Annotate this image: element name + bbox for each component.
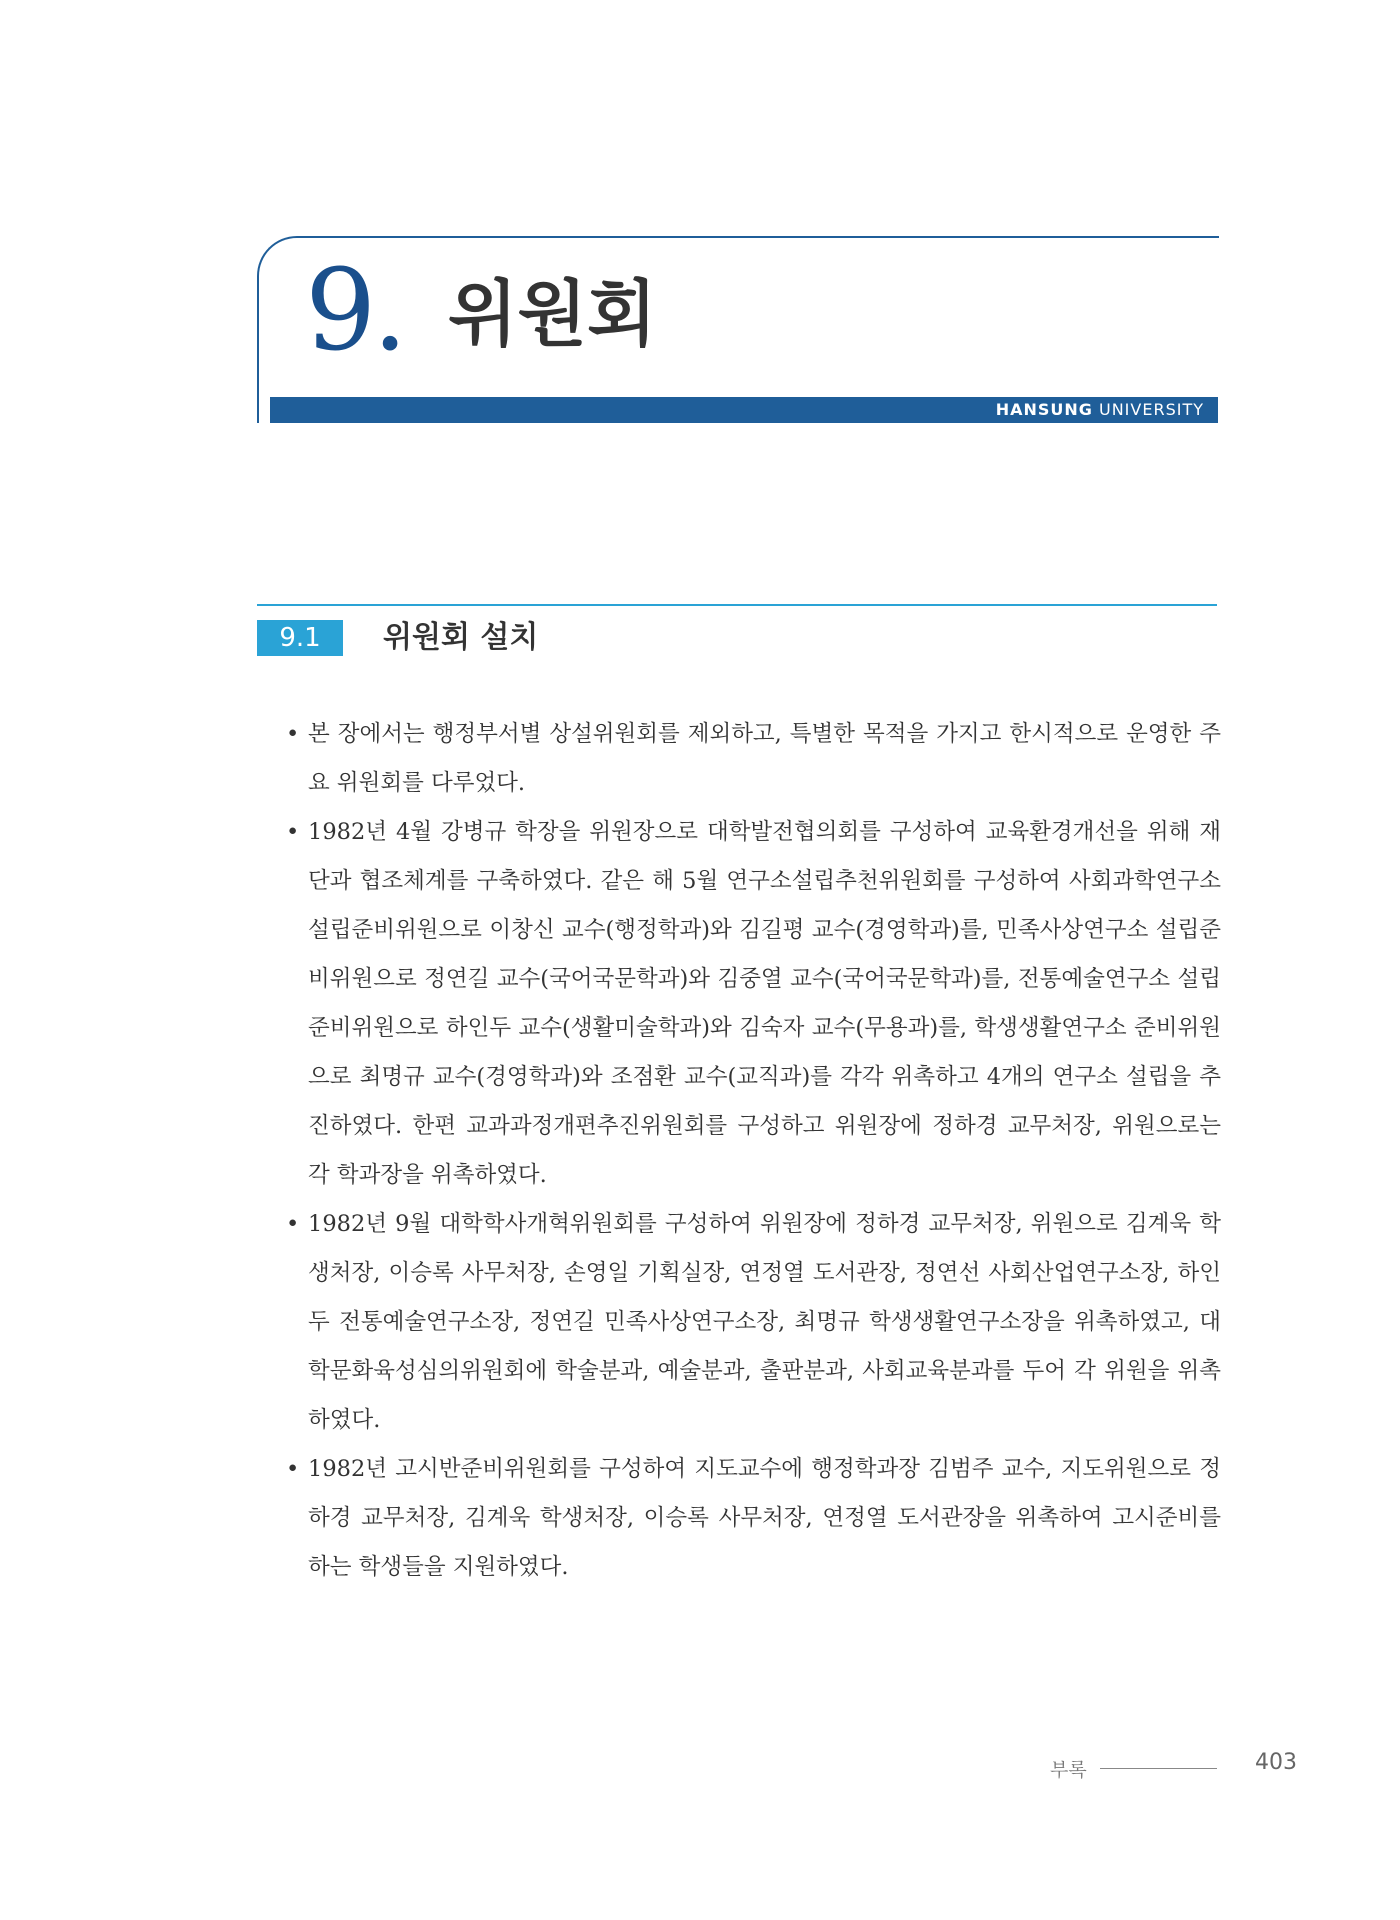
- chapter-title: 위원회: [448, 272, 657, 356]
- bullet-text: 본 장에서는 행정부서별 상설위원회를 제외하고, 특별한 목적을 가지고 한시적으로 운영한 주요 위원회를 다루었다.: [308, 721, 1221, 796]
- section-number-badge: 9.1: [257, 620, 343, 656]
- brand-name-light: UNIVERSITY: [1099, 400, 1204, 419]
- bullet-text: 1982년 고시반준비위원회를 구성하여 지도교수에 행정학과장 김범주 교수, 지도위원으로 정하경 교무처장, 김계욱 학생처장, 이승록 사무처장, 연정열 도서관장을 위촉하여 고시준비를 하는 학생들을 지원하였다.: [308, 1456, 1221, 1580]
- brand-bar: [270, 397, 1218, 423]
- bullet-dot: •: [286, 721, 300, 747]
- section-divider: [257, 604, 1217, 606]
- bullet-dot: •: [286, 1456, 300, 1482]
- bullet-paragraph: [286, 1200, 1221, 1445]
- bullet-paragraph: [286, 808, 1221, 1200]
- bullet-text: 1982년 4월 강병규 학장을 위원장으로 대학발전협의회를 구성하여 교육환경개선을 위해 재단과 협조체계를 구축하였다. 같은 해 5월 연구소설립추천위원회를 구성하여 사회과학연구소 설립준비위원으로 이창신 교수(행정학과)와 김길평 교수(경영학과)를, 민족사상연구소 설립준비위원으로 정연길 교수(국어국문학과)와 김중열 교수(국어국문학과)를, 전통예술연구소 설립준비위원으로 하인두 교수(생활미술학과)와 김숙자 교수(무용과)를, 학생생활연구소 준비위원으로 최명규 교수(경영학과)와 조점환 교수(교직과)를 각각 위촉하고 4개의 연구소 설립을 추진하였다. 한편 교과과정개편추진위원회를 구성하고 위원장에 정하경 교무처장, 위원으로는 각 학과장을 위촉하였다.: [308, 819, 1221, 1188]
- brand-name-strong: HANSUNG: [995, 400, 1093, 419]
- chapter-number: 9.: [305, 246, 404, 376]
- section-title: 위원회 설치: [383, 620, 539, 655]
- footer-section-label: 부록: [1050, 1759, 1087, 1781]
- university-brand: [996, 401, 1204, 419]
- bullet-paragraph: [286, 1445, 1221, 1592]
- bullet-dot: •: [286, 819, 300, 845]
- body-content: [286, 710, 1221, 1592]
- bullet-paragraph: [286, 710, 1221, 808]
- page-number: 403: [1255, 1750, 1297, 1775]
- bullet-dot: •: [286, 1211, 300, 1237]
- footer-rule: [1100, 1768, 1217, 1769]
- bullet-text: 1982년 9월 대학학사개혁위원회를 구성하여 위원장에 정하경 교무처장, 위원으로 김계욱 학생처장, 이승록 사무처장, 손영일 기획실장, 연정열 도서관장, 정연선 사회산업연구소장, 하인두 전통예술연구소장, 정연길 민족사상연구소장, 최명규 학생생활연구소장을 위촉하였고, 대학문화육성심의위원회에 학술분과, 예술분과, 출판분과, 사회교육분과를 두어 각 위원을 위촉하였다.: [308, 1211, 1221, 1433]
